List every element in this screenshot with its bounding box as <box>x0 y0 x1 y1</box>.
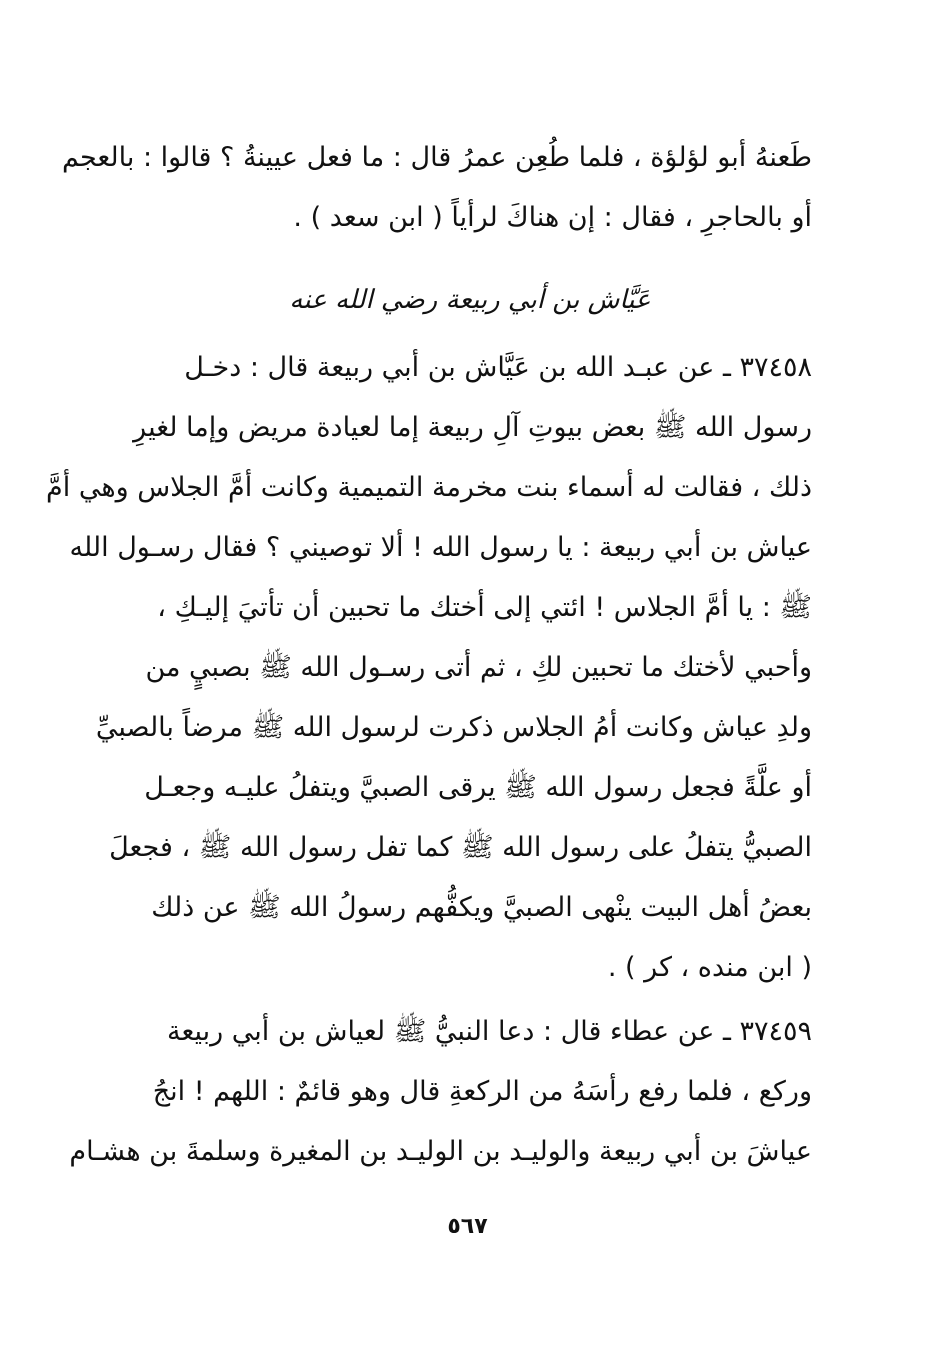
text-line: ٣٧٤٥٨ ـ عن عبـد الله بن عَيَّاش بن أبي ربيعة قال : دخـل <box>184 352 812 383</box>
section-heading: عَيَّاش بن أبي ربيعة رضي الله عنه <box>289 285 651 315</box>
text-line: بعضُ أهل البيت ينْهى الصبيَّ ويكفُّهم رسولُ الله ﷺ عن ذلك <box>151 892 812 923</box>
text-line: ٣٧٤٥٩ ـ عن عطاء قال : دعا النبيُّ ﷺ لعياش بن أبي ربيعة <box>167 1016 812 1047</box>
continued-paragraph <box>62 128 812 248</box>
text-line: عياش بن أبي ربيعة : يا رسول الله ! ألا توصيني ؟ فقال رسـول الله <box>69 532 812 563</box>
page-number: ٥٦٧ <box>447 1214 488 1239</box>
text-line: طَعنهُ أبو لؤلؤة ، فلما طُعِن عمرُ قال : ما فعل عيينةُ ؟ قالوا : بالعجم <box>62 142 812 173</box>
text-line: ذلك ، فقالت له أسماء بنت مخرمة التميمية وكانت أمَّ الجلاس وهي أمَّ <box>46 472 812 503</box>
text-line: ( ابن منده ، كر ) . <box>607 952 812 983</box>
text-line: وأحبي لأختك ما تحبين لكِ ، ثم أتى رسـول الله ﷺ بصبيٍ من <box>145 652 812 683</box>
text-line: أو علَّةً فجعل رسول الله ﷺ يرقى الصبيَّ ويتفلُ عليـه وجعـل <box>144 772 812 803</box>
text-line: ولدِ عياش وكانت أمُ الجلاس ذكرت لرسول الله ﷺ مرضاً بالصبيِّ <box>95 712 812 743</box>
hadith-37458 <box>46 338 812 998</box>
text-line: رسول الله ﷺ بعض بيوتِ آلِ ربيعة إما لعيادة مريض وإما لغيرِ <box>133 412 812 443</box>
text-line: أو بالحاجرِ ، فقال : إن هناكَ لرأياً ( ابن سعد ) . <box>293 202 812 233</box>
text-line: عياشَ بن أبي ربيعة والوليـد بن الوليـد بن المغيرة وسلمةَ بن هشـام <box>69 1136 812 1167</box>
text-line: وركع ، فلما رفع رأسَهُ من الركعةِ قال وهو قائمٌ : اللهم ! انجُ <box>152 1076 812 1107</box>
hadith-37459 <box>69 1002 812 1182</box>
text-line: ﷺ : يا أمَّ الجلاس ! ائتي إلى أختك ما تحبين أن تأتيَ إليـكِ ، <box>157 592 812 623</box>
text-line: الصبيُّ يتفلُ على رسول الله ﷺ كما تفل رسول الله ﷺ ، فجعلَ <box>109 832 812 863</box>
